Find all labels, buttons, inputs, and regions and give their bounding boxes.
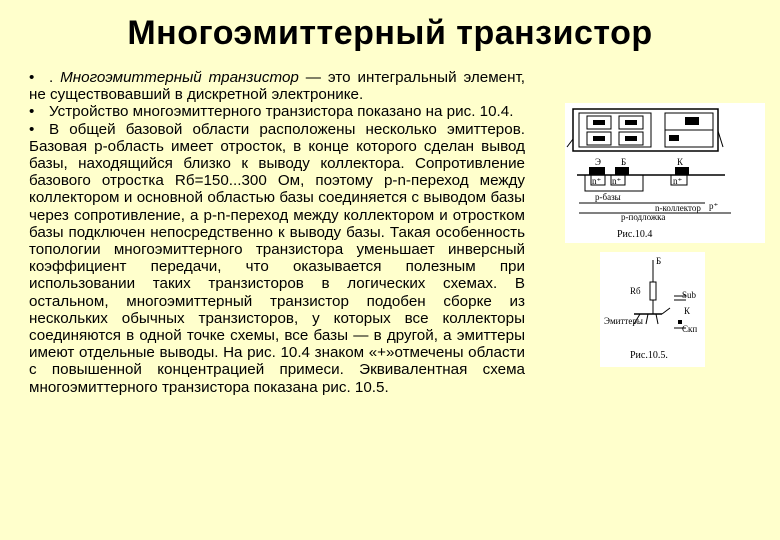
figure-equivalent-circuit <box>600 252 705 367</box>
label-p-plus: p⁺ <box>709 201 719 211</box>
label-n-collector: n-коллектор <box>655 203 701 213</box>
label-emitter: Э <box>595 157 601 167</box>
figure-transistor-structure <box>565 103 765 243</box>
description-text: В общей базовой области расположены несколько эмиттеров. Базовая p-область имеет отросток, в конце которого сделан вывод базы, находящийся близко к выводу коллектора. Сопротивление базового отростка Rб=150...300 Ом, поэтому p-n-переход между коллектором и основной областью базы соединяется с выводом базы через сопротивление, а p-n-переход между коллектором и отростком базы подключен непосредственно к выводу базы. Такая особенность топологии многоэмиттерного транзистора уменьшает инверсный коэффициент передачи, что оказывается полезным при использовании таких транзисторов в логических схемах. В остальном, многоэмиттерный транзистор подобен сборке из нескольких обычных транзисторов, у которых все коллекторы соединяются в одной точке схемы, все базы — в другой, а эмиттеры имеют отдельные выводы. На рис. 10.4 знаком «+»отмечены области с повышенной концентрацией примеси. Эквивалентная схема многоэмиттерного транзистора показана рис. 10.5. <box>29 120 525 396</box>
paragraph-structure <box>29 103 525 120</box>
label-rb: Rб <box>630 286 641 296</box>
label-base: Б <box>656 256 662 266</box>
label-emitters: Эмиттеры <box>604 316 643 326</box>
label-collector: К <box>677 157 684 167</box>
label-ckp: Cкп <box>682 324 698 334</box>
bullet: • <box>29 120 35 138</box>
label-n-plus-2: n⁺ <box>612 176 622 186</box>
paragraph-definition <box>29 69 525 103</box>
slide-body <box>29 69 525 396</box>
paragraph-description <box>29 121 525 396</box>
label-sub: Sub <box>682 290 697 300</box>
caption-fig-10-4: Рис.10.4 <box>617 229 653 240</box>
bullet: • <box>29 69 35 86</box>
label-n-plus-3: n⁺ <box>673 176 683 186</box>
label-p-base: p-базы <box>595 192 621 202</box>
lead-text: . <box>49 69 61 86</box>
label-n-plus-1: n⁺ <box>592 176 602 186</box>
term-italic: Многоэмиттерный транзистор <box>60 69 299 86</box>
structure-text: Устройство многоэмиттерного транзистора показано на рис. 10.4. <box>49 103 514 121</box>
slide-title: Многоэмиттерный транзистор <box>127 14 653 52</box>
definition-text: — это интегральный элемент, не существовавший в дискретной электронике. <box>29 69 525 104</box>
bullet: • <box>29 103 35 121</box>
label-p-substrate: p-подложка <box>621 212 666 222</box>
label-base: Б <box>621 157 627 167</box>
label-k: К <box>684 306 691 316</box>
caption-fig-10-5: Рис.10.5. <box>630 350 668 361</box>
